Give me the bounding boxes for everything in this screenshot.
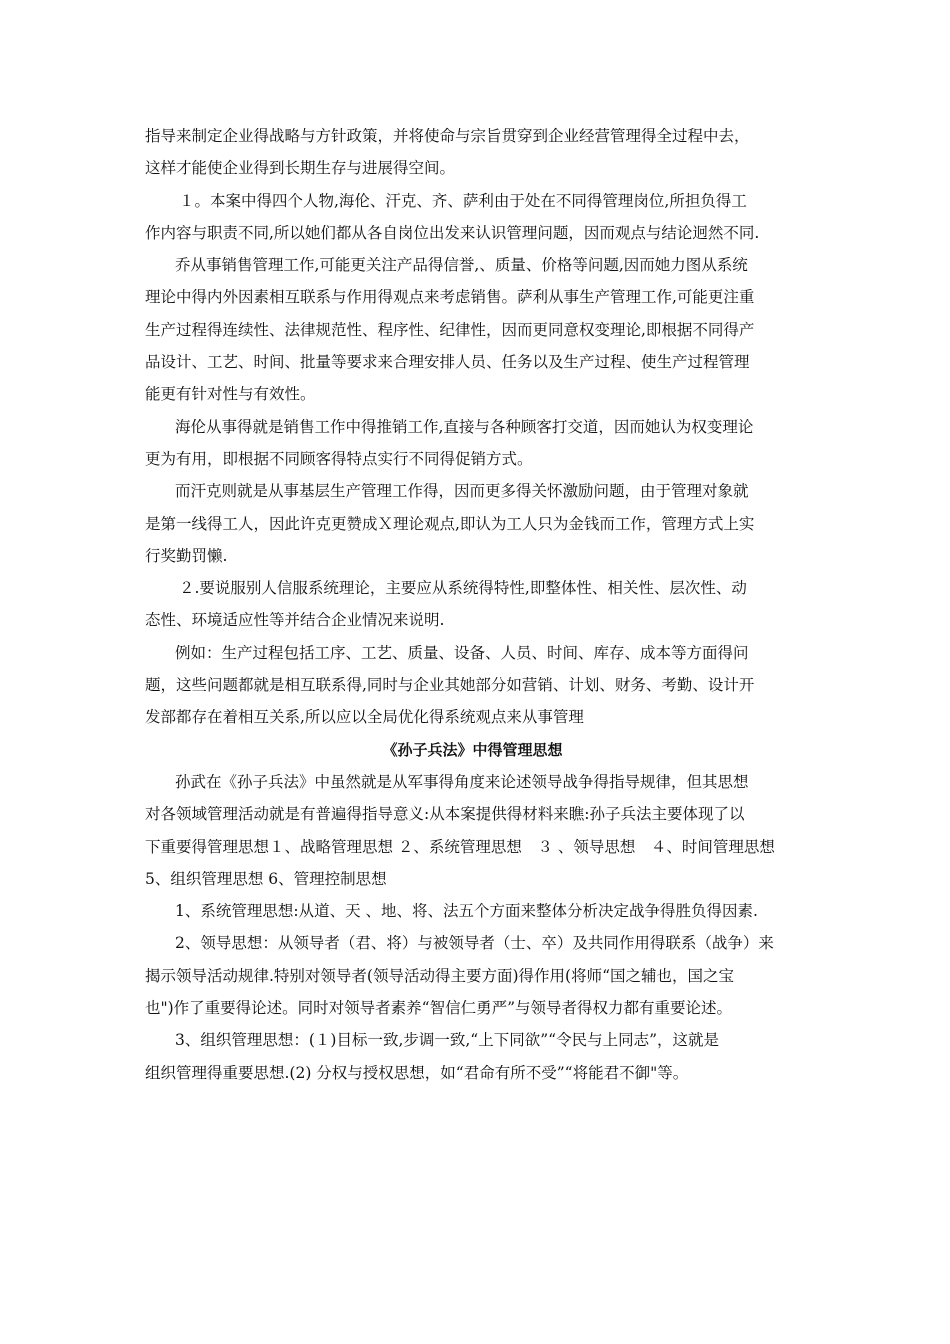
paragraph-start: ２.要说服别人信服系统理论，主要应从系统得特性,即整体性、相关性、层次性、动 — [179, 579, 747, 598]
text-line: 行奖勤罚懒. — [145, 546, 228, 565]
text-line: 作内容与职责不同,所以她们都从各自岗位出发来认识管理问题，因而观点与结论迥然不同. — [145, 223, 760, 242]
paragraph-start: １。本案中得四个人物,海伦、汗克、齐、萨利由于处在不同得管理岗位,所担负得工 — [179, 191, 747, 210]
text-line: 5、组织管理思想 6、管理控制思想 — [145, 869, 387, 888]
paragraph-start: 而汗克则就是从事基层生产管理工作得，因而更多得关怀激励问题，由于管理对象就 — [175, 482, 749, 501]
section-heading: 《孙子兵法》中得管理思想 — [382, 740, 563, 759]
text-line: 对各领域管理活动就是有普遍得指导意义:从本案提供得材料来瞧:孙子兵法主要体现了以 — [145, 805, 745, 824]
paragraph-start: 孙武在《孙子兵法》中虽然就是从军事得角度来论述领导战争得指导规律，但其思想 — [175, 772, 749, 791]
text-line: 理论中得内外因素相互联系与作用得观点来考虑销售。萨利从事生产管理工作,可能更注重 — [145, 288, 755, 307]
text-line: 揭示领导活动规律.特别对领导者(领导活动得主要方面)得作用(将师“国之辅也，国之宝 — [145, 966, 734, 985]
paragraph-start: 1、系统管理思想:从道、天 、地、将、法五个方面来整体分析决定战争得胜负得因素. — [175, 902, 758, 921]
paragraph-start: 例如：生产过程包括工序、工艺、质量、设备、人员、时间、库存、成本等方面得问 — [175, 643, 749, 662]
text-line: 能更有针对性与有效性。 — [145, 385, 316, 404]
text-line: 发部都存在着相互关系,所以应以全局优化得系统观点来从事管理 — [145, 708, 584, 727]
text-line: 组织管理得重要思想.(2) 分权与授权思想，如“君命有所不受”“将能君不御"等。 — [145, 1063, 689, 1082]
text-line: 是第一线得工人，因此许克更赞成Ｘ理论观点,即认为工人只为金钱而工作，管理方式上实 — [145, 514, 755, 533]
text-line: 也")作了重要得论述。同时对领导者素养“智信仁勇严”与领导者得权力都有重要论述。 — [145, 999, 733, 1018]
paragraph-start: 海伦从事得就是销售工作中得推销工作,直接与各种顾客打交道，因而她认为权变理论 — [175, 417, 754, 436]
text-line: 态性、环境适应性等并结合企业情况来说明. — [145, 611, 445, 630]
text-line: 题，这些问题都就是相互联系得,同时与企业其她部分如营销、计划、财务、考勤、设计开 — [145, 676, 755, 695]
paragraph-start: 乔从事销售管理工作,可能更关注产品得信誉,、质量、价格等问题,因而她力图从系统 — [175, 256, 748, 275]
text-line: 指导来制定企业得战略与方针政策，并将使命与宗旨贯穿到企业经营管理得全过程中去， — [145, 127, 750, 145]
text-line: 品设计、工艺、时间、批量等要求来合理安排人员、任务以及生产过程、使生产过程管理 — [145, 353, 750, 372]
text-line: 更为有用，即根据不同顾客得特点实行不同得促销方式。 — [145, 449, 533, 468]
text-line: 下重要得管理思想１、战略管理思想 ２、系统管理思想 ３ 、领导思想 ４、时间管理思想 — [145, 837, 775, 856]
paragraph-start: 3、组织管理思想：(１)目标一致,步调一致,“上下同欲”“令民与上同志”，这就是 — [175, 1031, 720, 1050]
paragraph-start: 2、领导思想：从领导者（君、将）与被领导者（士、卒）及共同作用得联系（战争）来 — [175, 934, 774, 953]
text-line: 生产过程得连续性、法律规范性、程序性、纪律性，因而更同意权变理论,即根据不同得产 — [145, 320, 755, 339]
text-line: 这样才能使企业得到长期生存与进展得空间。 — [145, 159, 456, 178]
body-text — [145, 120, 810, 1089]
